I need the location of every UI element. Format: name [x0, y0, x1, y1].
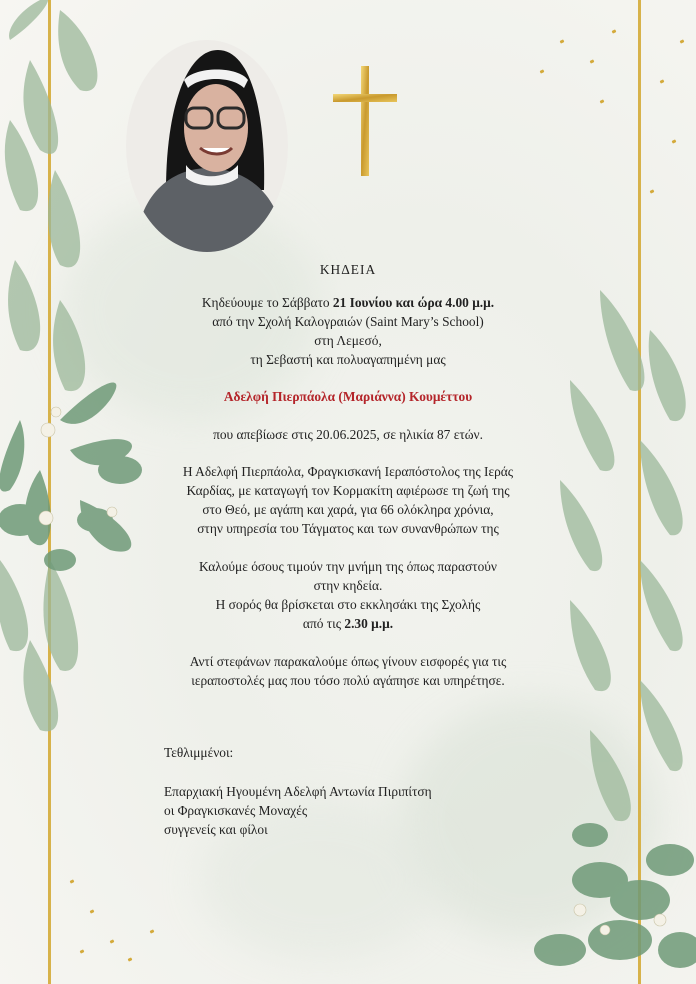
invitation: [0, 557, 696, 633]
deceased-photo: [126, 40, 288, 252]
invite-line: στην κηδεία.: [313, 578, 383, 593]
deceased-name: Αδελφή Πιερπάολα (Μαριάννα) Κουμέττου: [223, 389, 473, 404]
city-line: στη Λεμεσό,: [314, 333, 382, 348]
funeral-details: [0, 293, 696, 369]
wreath-line: Αντί στεφάνων παρακαλούμε όπως γίνουν εισφορές για τις: [189, 654, 507, 669]
body-time-prefix: από τις: [302, 616, 345, 631]
wreath-request: [0, 652, 696, 690]
bio-line: Καρδίας, με καταγωγή τον Κορμακίτη αφιέρωσε τη ζωή της: [186, 483, 510, 498]
biography: [0, 462, 696, 538]
wreath-line: ιεραποστολές μας που τόσο πολύ αγάπησε και υπηρέτησε.: [191, 673, 505, 688]
invite-line: Η σορός θα βρίσκεται στο εκκλησάκι της Σχολής: [215, 597, 481, 612]
passed-line: που απεβίωσε στις 20.06.2025, σε ηλικία 87 ετών.: [213, 427, 483, 442]
funeral-date-time: 21 Ιουνίου και ώρα 4.00 μ.μ.: [332, 295, 495, 310]
mourner-item: οι Φραγκισκανές Μοναχές: [164, 803, 308, 818]
nun-portrait-icon: [126, 40, 288, 252]
notice-title: ΚΗΔΕΙΑ: [319, 262, 377, 277]
mourner-item: Επαρχιακή Ηγουμένη Αδελφή Αντωνία Πιριπίτση: [164, 784, 432, 799]
body-time-line: [0, 614, 696, 633]
funeral-day: Κηδεύουμε το Σάββατο: [201, 295, 333, 310]
bio-line: στην υπηρεσία του Τάγματος και των συνανθρώπων της: [197, 521, 499, 536]
beloved-line: τη Σεβαστή και πολυαγαπημένη μας: [250, 352, 446, 367]
invite-line: Καλούμε όσους τιμούν την μνήμη της όπως παραστούν: [199, 559, 497, 574]
body-time: 2.30 μ.μ.: [344, 616, 394, 631]
mourner-item: συγγενείς και φίλοι: [164, 822, 268, 837]
mourners-label: Τεθλιμμένοι:: [164, 745, 234, 760]
gold-cross-icon: [330, 64, 400, 180]
bio-line: στο Θεό, με αγάπη και χαρά, για 66 ολόκληρα χρόνια,: [202, 502, 494, 517]
mourners-list: [164, 782, 432, 839]
location-line: από την Σχολή Καλογραιών (Saint Mary’s School): [212, 314, 484, 329]
bio-line: Η Αδελφή Πιερπάολα, Φραγκισκανή Ιεραπόστολος της Ιεράς: [182, 464, 514, 479]
funeral-time-line: [0, 293, 696, 312]
